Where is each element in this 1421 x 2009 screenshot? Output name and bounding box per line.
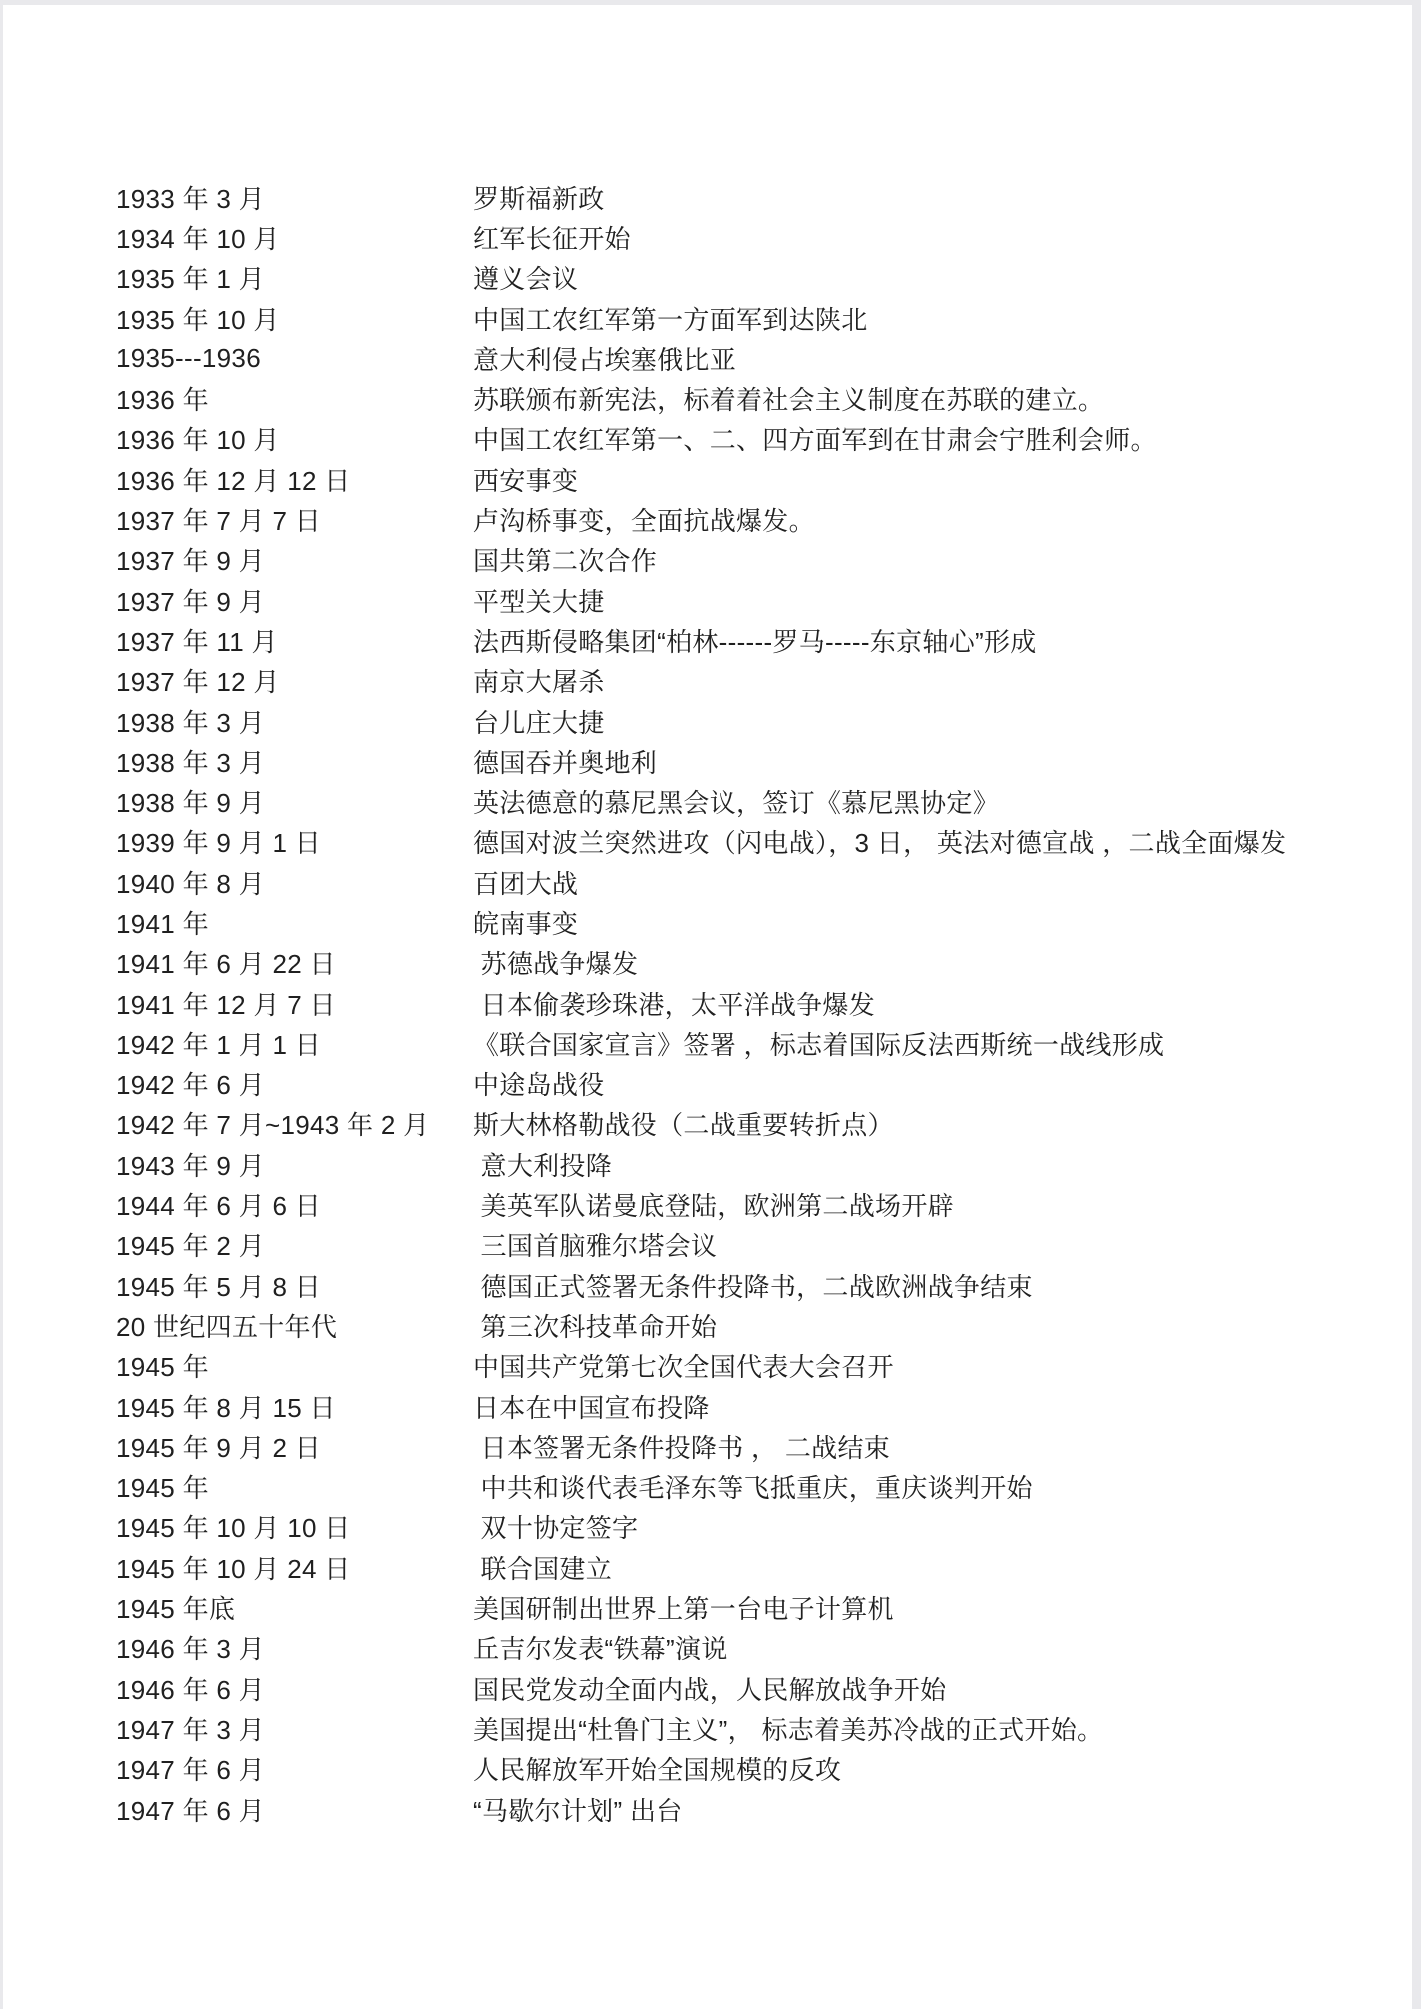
timeline-row [116,1467,1356,1507]
timeline-date: 1945 年 10 月 10 日 [116,1513,351,1544]
timeline-date: 1947 年 3 月 [116,1714,265,1745]
timeline-date: 1938 年 9 月 [116,788,265,819]
timeline-date: 1945 年 [116,1473,209,1504]
timeline-row [116,338,1356,378]
timeline-row [116,298,1356,338]
timeline-row [116,459,1356,499]
timeline-date: 1941 年 12 月 7 日 [116,989,336,1020]
timeline-row [116,499,1356,539]
timeline-event: 红军长征开始 [473,223,631,254]
timeline-date: 1947 年 6 月 [116,1755,265,1786]
timeline-row [116,1749,1356,1789]
timeline-row [116,943,1356,983]
timeline-row [116,902,1356,942]
timeline-row [116,822,1356,862]
timeline-row [116,217,1356,257]
timeline-date: 1945 年 10 月 24 日 [116,1553,351,1584]
timeline-event: 德国对波兰突然进攻（闪电战），3 日， 英法对德宣战 ，二战全面爆发 [473,828,1287,859]
timeline-row [116,1144,1356,1184]
timeline-row [116,1668,1356,1708]
document-page [3,5,1412,2009]
timeline-date: 1935 年 1 月 [116,264,265,295]
timeline-row [116,1064,1356,1104]
timeline-event: 三国首脑雅尔塔会议 [473,1231,718,1262]
timeline-date: 1947 年 6 月 [116,1795,265,1826]
timeline-row [116,419,1356,459]
timeline-row [116,580,1356,620]
timeline-row [116,1023,1356,1063]
timeline-date: 1945 年 5 月 8 日 [116,1271,322,1302]
timeline-event: 中国工农红军第一、二、四方面军到在甘肃会宁胜利会师。 [473,425,1157,456]
timeline-event: 双十协定签字 [473,1513,639,1544]
timeline-event: 美国研制出世界上第一台电子计算机 [473,1594,894,1625]
timeline-row [116,1547,1356,1587]
timeline-row [116,1104,1356,1144]
timeline-date: 1942 年 1 月 1 日 [116,1029,322,1060]
timeline-row [116,1507,1356,1547]
timeline-event: 第三次科技革命开始 [473,1311,718,1342]
timeline-date: 1946 年 3 月 [116,1634,265,1665]
timeline-date: 1936 年 [116,385,209,416]
timeline-date: 1935 年 10 月 [116,304,280,335]
timeline-event: 苏德战争爆发 [473,949,639,980]
timeline-date: 1938 年 3 月 [116,707,265,738]
timeline-event: 西安事变 [473,465,579,496]
timeline-event: 日本在中国宣布投降 [473,1392,710,1423]
timeline-event: 苏联颁布新宪法，标着着社会主义制度在苏联的建立。 [473,385,1105,416]
timeline-event: 德国吞并奥地利 [473,747,658,778]
timeline-date: 1940 年 8 月 [116,868,265,899]
timeline-event: 国民党发动全面内战，人民解放战争开始 [473,1674,947,1705]
timeline-event: 德国正式签署无条件投降书，二战欧洲战争结束 [473,1271,1033,1302]
timeline-date: 1945 年 [116,1352,209,1383]
timeline-row [116,1265,1356,1305]
timeline-row [116,661,1356,701]
timeline-date: 1936 年 10 月 [116,425,280,456]
timeline-date: 1937 年 7 月 7 日 [116,506,322,537]
timeline-event: 人民解放军开始全国规模的反攻 [473,1755,842,1786]
timeline-row [116,862,1356,902]
timeline-event: 联合国建立 [473,1553,613,1584]
timeline-event: 台儿庄大捷 [473,707,605,738]
timeline-row [116,1628,1356,1668]
timeline-row [116,258,1356,298]
timeline-date: 1945 年 8 月 15 日 [116,1392,336,1423]
timeline-row [116,378,1356,418]
timeline-date: 1942 年 6 月 [116,1070,265,1101]
timeline-row [116,781,1356,821]
timeline-date: 1945 年 2 月 [116,1231,265,1262]
timeline-event: 平型关大捷 [473,586,605,617]
timeline-row [116,620,1356,660]
timeline-date: 1937 年 9 月 [116,546,265,577]
timeline-event: 意大利投降 [473,1150,613,1181]
timeline-date: 1946 年 6 月 [116,1674,265,1705]
timeline-event: 国共第二次合作 [473,546,658,577]
timeline-date: 1942 年 7 月~1943 年 2 月 [116,1110,430,1141]
timeline-row [116,741,1356,781]
timeline-date: 1938 年 3 月 [116,747,265,778]
timeline-date: 1933 年 3 月 [116,183,265,214]
timeline-date: 1935---1936 [116,342,261,373]
timeline-row [116,1426,1356,1466]
timeline-event: 英法德意的慕尼黑会议，签订《慕尼黑协定》 [473,788,1000,819]
timeline-event: 遵义会议 [473,264,579,295]
timeline-row [116,701,1356,741]
timeline-event: 日本偷袭珍珠港，太平洋战争爆发 [473,989,876,1020]
timeline-event: 皖南事变 [473,908,579,939]
timeline-row [116,1225,1356,1265]
timeline-row [116,1789,1356,1829]
timeline-row [116,983,1356,1023]
timeline-date: 1937 年 12 月 [116,667,280,698]
timeline-date: 20 世纪四五十年代 [116,1311,338,1342]
timeline-event: 法西斯侵略集团“柏林------罗马-----东京轴心”形成 [473,626,1037,657]
timeline-event: “马歇尔计划” 出台 [473,1795,683,1826]
timeline-event: 日本签署无条件投降书 ， 二战结束 [473,1432,891,1463]
timeline-event: 中国共产党第七次全国代表大会召开 [473,1352,894,1383]
timeline-date: 1941 年 6 月 22 日 [116,949,336,980]
timeline-row [116,177,1356,217]
timeline-date: 1937 年 9 月 [116,586,265,617]
timeline-date: 1941 年 [116,908,209,939]
timeline-event: 百团大战 [473,868,579,899]
timeline-event: 意大利侵占埃塞俄比亚 [473,344,737,375]
timeline-date: 1934 年 10 月 [116,223,280,254]
timeline-event: 罗斯福新政 [473,183,605,214]
timeline-row [116,540,1356,580]
timeline-event: 《联合国家宣言》签署 ，标志着国际反法西斯统一战线形成 [473,1029,1165,1060]
timeline-date: 1936 年 12 月 12 日 [116,465,351,496]
timeline-date: 1944 年 6 月 6 日 [116,1191,322,1222]
timeline-event: 中途岛战役 [473,1070,605,1101]
timeline-list [116,177,1356,1829]
timeline-event: 卢沟桥事变，全面抗战爆发。 [473,506,815,537]
timeline-date: 1945 年 9 月 2 日 [116,1432,322,1463]
timeline-row [116,1184,1356,1224]
timeline-row [116,1587,1356,1627]
timeline-event: 丘吉尔发表“铁幕”演说 [473,1634,728,1665]
timeline-event: 美国提出“杜鲁门主义”， 标志着美苏冷战的正式开始。 [473,1714,1104,1745]
timeline-event: 中国工农红军第一方面军到达陕北 [473,304,868,335]
timeline-event: 中共和谈代表毛泽东等飞抵重庆，重庆谈判开始 [473,1473,1033,1504]
timeline-event: 美英军队诺曼底登陆，欧洲第二战场开辟 [473,1191,954,1222]
timeline-event: 南京大屠杀 [473,667,605,698]
timeline-row [116,1708,1356,1748]
timeline-date: 1937 年 11 月 [116,626,278,657]
timeline-date: 1943 年 9 月 [116,1150,265,1181]
timeline-row [116,1305,1356,1345]
timeline-row [116,1346,1356,1386]
timeline-row [116,1386,1356,1426]
timeline-date: 1945 年底 [116,1594,236,1625]
timeline-date: 1939 年 9 月 1 日 [116,828,322,859]
timeline-event: 斯大林格勒战役（二战重要转折点） [473,1110,894,1141]
